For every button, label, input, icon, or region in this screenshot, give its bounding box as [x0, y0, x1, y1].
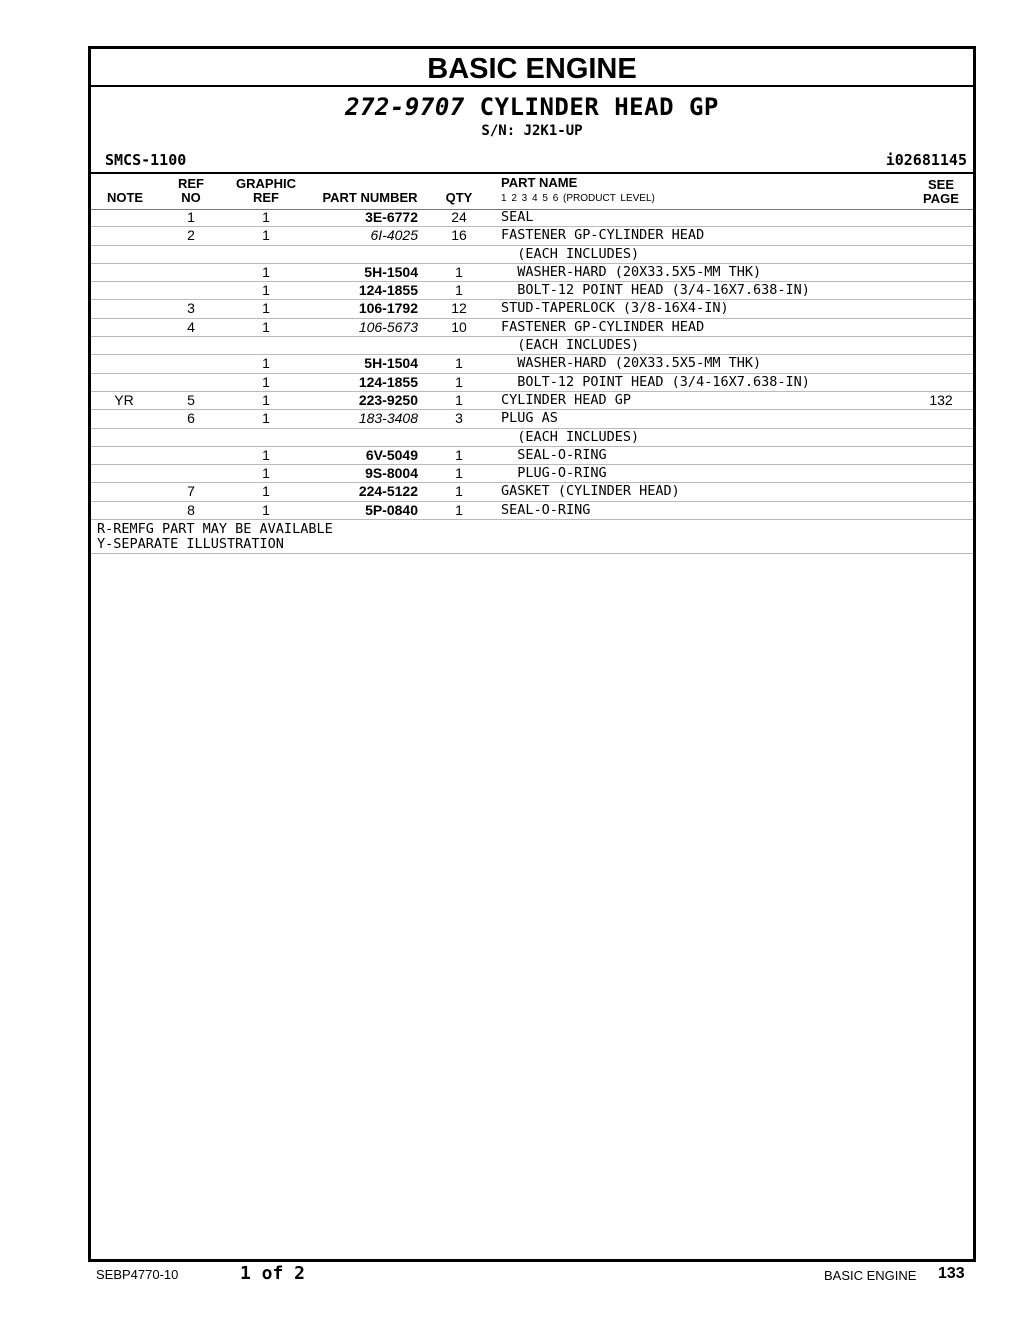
graphic-ref-cell: 1 [262, 209, 270, 225]
table-row [91, 227, 973, 245]
qty-cell: 1 [455, 282, 463, 299]
graphic-ref-cell: 1 [262, 391, 270, 408]
part-name-cell: SEAL [501, 209, 534, 225]
section-title: BASIC ENGINE [91, 49, 973, 87]
notes-block [91, 520, 973, 554]
graphic-ref-cell: 1 [262, 263, 270, 280]
note-cell: YR [114, 391, 134, 408]
ref-no-cell: 5 [187, 391, 195, 408]
illustration-id: i02681145 [885, 151, 967, 169]
part-name-cell: WASHER-HARD (20X33.5X5-MM THK) [501, 355, 762, 372]
graphic-ref-line-2: REF [253, 190, 279, 205]
part-name-cell: SEAL-O-RING [501, 446, 607, 463]
group-name: CYLINDER HEAD GP [479, 93, 719, 121]
smcs-code: SMCS-1100 [105, 151, 187, 169]
table-row [91, 429, 973, 447]
table-row [91, 209, 973, 227]
graphic-ref-cell: 1 [262, 318, 270, 335]
graphic-ref-cell: 1 [262, 446, 270, 463]
part-name-cell: GASKET (CYLINDER HEAD) [501, 483, 680, 500]
part-name-cell: SEAL-O-RING [501, 501, 591, 518]
qty-cell: 24 [451, 209, 467, 225]
graphic-ref-cell: 1 [262, 410, 270, 427]
note-line-remfg: R-REMFG PART MAY BE AVAILABLE [97, 521, 333, 538]
table-row [91, 246, 973, 264]
part-number-cell: 224-5122 [358, 483, 418, 500]
table-row [91, 264, 973, 282]
graphic-ref-line-1: GRAPHIC [236, 176, 296, 191]
part-number-cell: 6I-4025 [370, 227, 418, 244]
see-page-cell: 132 [929, 391, 953, 408]
part-number-cell: 9S-8004 [365, 465, 418, 482]
table-row [91, 300, 973, 318]
part-number-cell: 124-1855 [358, 373, 418, 390]
part-number-cell: 106-5673 [358, 318, 418, 335]
column-header-note: NOTE [106, 190, 144, 205]
qty-cell: 1 [455, 501, 463, 518]
table-row [91, 355, 973, 373]
part-name-cell: (EACH INCLUDES) [501, 428, 640, 445]
graphic-ref-cell: 1 [262, 373, 270, 390]
part-name-cell: BOLT-12 POINT HEAD (3/4-16X7.638-IN) [501, 373, 810, 390]
parts-table-body [91, 209, 973, 520]
serial-number: S/N: J2K1-UP [481, 123, 583, 139]
table-row [91, 465, 973, 483]
table-row [91, 374, 973, 392]
ref-no-line-2: NO [181, 190, 201, 205]
part-name-cell: (EACH INCLUDES) [501, 245, 640, 262]
qty-cell: 1 [455, 263, 463, 280]
part-number-cell: 5H-1504 [364, 355, 418, 372]
footer-page-number: 133 [938, 1265, 965, 1282]
qty-cell: 1 [455, 465, 463, 482]
see-page-line-1: SEE [927, 177, 954, 192]
parts-table [91, 209, 973, 554]
ref-no-cell: 1 [187, 209, 195, 225]
part-number-cell: 106-1792 [358, 300, 418, 317]
part-name-cell: (EACH INCLUDES) [501, 337, 640, 354]
footer-doc-number: SEBP4770-10 [96, 1267, 179, 1282]
ref-no-cell: 6 [187, 410, 195, 427]
table-row [91, 483, 973, 501]
group-title [91, 93, 973, 121]
graphic-ref-cell: 1 [262, 483, 270, 500]
part-name-cell: STUD-TAPERLOCK (3/8-16X4-IN) [501, 300, 729, 317]
graphic-ref-cell: 1 [262, 465, 270, 482]
part-number-cell: 124-1855 [358, 282, 418, 299]
graphic-ref-cell: 1 [262, 355, 270, 372]
part-number-cell: 3E-6772 [365, 209, 418, 225]
column-header-part-number: PART NUMBER [322, 190, 418, 205]
ref-no-cell: 4 [187, 318, 195, 335]
column-header-qty: QTY [445, 190, 473, 205]
column-header-graphic-ref [229, 177, 303, 205]
table-row [91, 337, 973, 355]
qty-cell: 1 [455, 373, 463, 390]
table-row [91, 282, 973, 300]
part-name-cell: PLUG AS [501, 410, 558, 427]
see-page-line-2: PAGE [923, 191, 959, 206]
part-name-cell: FASTENER GP-CYLINDER HEAD [501, 318, 705, 335]
column-header-ref-no [171, 177, 211, 205]
note-line-separate: Y-SEPARATE ILLUSTRATION [97, 536, 284, 553]
product-level-legend: 1 2 3 4 5 6 (PRODUCT LEVEL) [501, 193, 655, 204]
part-number-cell: 5H-1504 [364, 263, 418, 280]
group-part-number: 272-9707 [345, 93, 465, 121]
part-number-cell: 6V-5049 [365, 446, 418, 463]
ref-no-cell: 3 [187, 300, 195, 317]
ref-no-cell: 2 [187, 227, 195, 244]
part-number-cell: 5P-0840 [365, 501, 418, 518]
table-row [91, 502, 973, 520]
graphic-ref-cell: 1 [262, 227, 270, 244]
qty-cell: 1 [455, 483, 463, 500]
table-row [91, 392, 973, 410]
qty-cell: 1 [455, 446, 463, 463]
footer-page-of: 1 of 2 [240, 1263, 306, 1284]
qty-cell: 12 [451, 300, 467, 317]
graphic-ref-cell: 1 [262, 501, 270, 518]
part-name-cell: BOLT-12 POINT HEAD (3/4-16X7.638-IN) [501, 282, 810, 299]
ref-no-cell: 8 [187, 501, 195, 518]
part-number-cell: 223-9250 [358, 391, 418, 408]
qty-cell: 10 [451, 318, 467, 335]
qty-cell: 3 [455, 410, 463, 427]
parts-page-frame [88, 46, 976, 1262]
ref-no-line-1: REF [178, 176, 204, 191]
graphic-ref-cell: 1 [262, 282, 270, 299]
part-name-cell: WASHER-HARD (20X33.5X5-MM THK) [501, 263, 762, 280]
qty-cell: 1 [455, 355, 463, 372]
part-name-cell: FASTENER GP-CYLINDER HEAD [501, 227, 705, 244]
part-name-cell: PLUG-O-RING [501, 465, 607, 482]
table-row [91, 410, 973, 428]
qty-cell: 16 [451, 227, 467, 244]
table-row [91, 447, 973, 465]
qty-cell: 1 [455, 391, 463, 408]
footer-section-name: BASIC ENGINE [824, 1268, 917, 1283]
column-header-see-page [913, 178, 969, 206]
header-divider [91, 172, 973, 174]
column-header-part-name: PART NAME [501, 175, 578, 190]
graphic-ref-cell: 1 [262, 300, 270, 317]
part-name-cell: CYLINDER HEAD GP [501, 391, 632, 408]
part-number-cell: 183-3408 [358, 410, 418, 427]
ref-no-cell: 7 [187, 483, 195, 500]
table-row [91, 319, 973, 337]
